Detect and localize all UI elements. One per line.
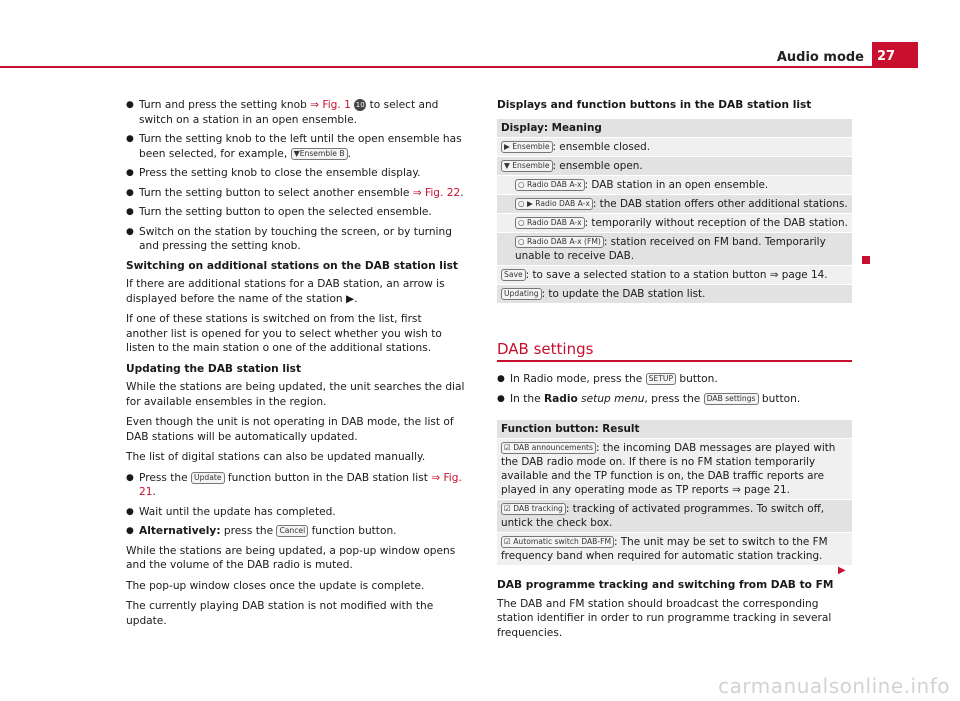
section-title: DAB settings bbox=[497, 339, 594, 358]
paragraph: If one of these stations is switched on from the list, first another list is opened for you to select whether you wish to listen to the main station o one of the additional stations. bbox=[126, 313, 442, 354]
setup-key: SETUP bbox=[646, 373, 676, 385]
page-number: 27 bbox=[872, 42, 918, 68]
table-row: ○ Radio DAB A-x : DAB station in an open ensemble. bbox=[497, 176, 852, 195]
table-title: Displays and function buttons in the DAB station list bbox=[497, 99, 812, 111]
bullet-item: ● Alternatively: press the Cancel function button. bbox=[126, 525, 397, 537]
dab-display-table bbox=[497, 119, 852, 304]
left-column bbox=[126, 98, 466, 628]
bullet-item: ● Switch on the station by touching the screen, or by turning and pressing the setting knob. bbox=[126, 225, 452, 252]
bullet-item: ● Press the Update function button in the DAB station list ⇒ Fig. 21. bbox=[126, 471, 462, 498]
bullet-item: ● In the Radio setup menu, press the DAB settings button. bbox=[497, 392, 801, 405]
table-header: Display: Meaning bbox=[497, 119, 852, 138]
paragraph: While the stations are being updated, a pop-up window opens and the volume of the DAB radio is muted. bbox=[126, 544, 456, 571]
table-row: ☑ DAB announcements : the incoming DAB messages are played with the DAB radio mode on. If there is no FM station temporarily available and the TP function is on, the DAB traffic reports are played in any operating mode as TP reports ⇒ page 21. bbox=[497, 439, 852, 500]
subheading: Switching on additional stations on the DAB station list bbox=[126, 259, 458, 272]
paragraph: The pop-up window closes once the update is complete. bbox=[126, 579, 425, 592]
watermark: carmanualsonline.info bbox=[718, 674, 950, 698]
fig-link[interactable]: ⇒ Fig. 1 bbox=[310, 99, 351, 111]
dab-settings-table bbox=[497, 420, 852, 566]
table-row: Updating : to update the DAB station list. bbox=[497, 285, 852, 304]
bullet-item: ● Turn the setting button to select another ensemble ⇒ Fig. 22. bbox=[126, 186, 464, 199]
update-key: Update bbox=[191, 472, 225, 484]
table-row: ○ ▶ Radio DAB A-x : the DAB station offers other additional stations. bbox=[497, 195, 852, 214]
cancel-key: Cancel bbox=[276, 525, 308, 537]
bullet-item: ● Press the setting knob to close the ensemble display. bbox=[126, 167, 421, 179]
fig-link[interactable]: ⇒ Fig. 21 bbox=[139, 471, 462, 498]
paragraph: If there are additional stations for a DAB station, an arrow is displayed before the name of the station ▶. bbox=[126, 278, 445, 305]
paragraph: The currently playing DAB station is not modified with the update. bbox=[126, 600, 434, 627]
subheading: Updating the DAB station list bbox=[126, 362, 302, 375]
subheading: DAB programme tracking and switching from DAB to FM bbox=[497, 579, 834, 591]
bullet-item: ● Turn and press the setting knob ⇒ Fig. 1 10 to select and switch on a station in an open ensemble. bbox=[126, 99, 439, 126]
callout-number: 10 bbox=[355, 101, 365, 109]
paragraph: The DAB and FM station should broadcast the corresponding station identifier in order to run programme tracking in several frequencies. bbox=[497, 597, 832, 639]
bullet-item: ● In Radio mode, press the SETUP button. bbox=[497, 373, 718, 385]
bullet-item: ● Turn the setting knob to the left until the open ensemble has been selected, for example, ▼Ensemble B . bbox=[126, 133, 462, 160]
table-row: ▶ Ensemble : ensemble closed. bbox=[497, 138, 852, 157]
table-header: Function button: Result bbox=[497, 420, 852, 439]
right-column bbox=[497, 98, 852, 640]
table-row: Save : to save a selected station to a station button ⇒ page 14. bbox=[497, 266, 852, 285]
continue-arrow-icon: ▶ bbox=[838, 565, 846, 576]
bullet-item: ● Turn the setting button to open the selected ensemble. bbox=[126, 206, 432, 218]
paragraph: Even though the unit is not operating in DAB mode, the list of DAB stations will be automatically updated. bbox=[126, 416, 454, 443]
chapter-title: Audio mode bbox=[776, 50, 864, 65]
table-row: ☑ DAB tracking : tracking of activated programmes. To switch off, untick the check box. bbox=[497, 500, 852, 533]
bullet-item: ● Wait until the update has completed. bbox=[126, 505, 336, 518]
section-rule bbox=[497, 360, 852, 362]
table-row: ▼ Ensemble : ensemble open. bbox=[497, 157, 852, 176]
ensemble-b-key: ▼Ensemble B bbox=[291, 148, 348, 160]
table-row: ○ Radio DAB A-x: temporarily without reception of the DAB station. bbox=[497, 214, 852, 233]
paragraph: While the stations are being updated, the unit searches the dial for available ensembles in the region. bbox=[126, 381, 465, 408]
end-of-section-marker bbox=[862, 256, 870, 264]
fig-link[interactable]: ⇒ Fig. 22 bbox=[412, 186, 461, 199]
table-row: ○ Radio DAB A-x (FM) : station received on FM band. Temporarily unable to receive DAB. bbox=[497, 233, 852, 266]
header-rule bbox=[0, 66, 918, 68]
chevron-down-icon: ▼ bbox=[293, 148, 300, 158]
paragraph: The list of digital stations can also be updated manually. bbox=[126, 451, 426, 463]
dab-settings-key: DAB settings bbox=[704, 393, 759, 405]
table-row: ☑ Automatic switch DAB-FM : The unit may be set to switch to the FM frequency band when required for automatic station tracking. bbox=[497, 533, 852, 566]
